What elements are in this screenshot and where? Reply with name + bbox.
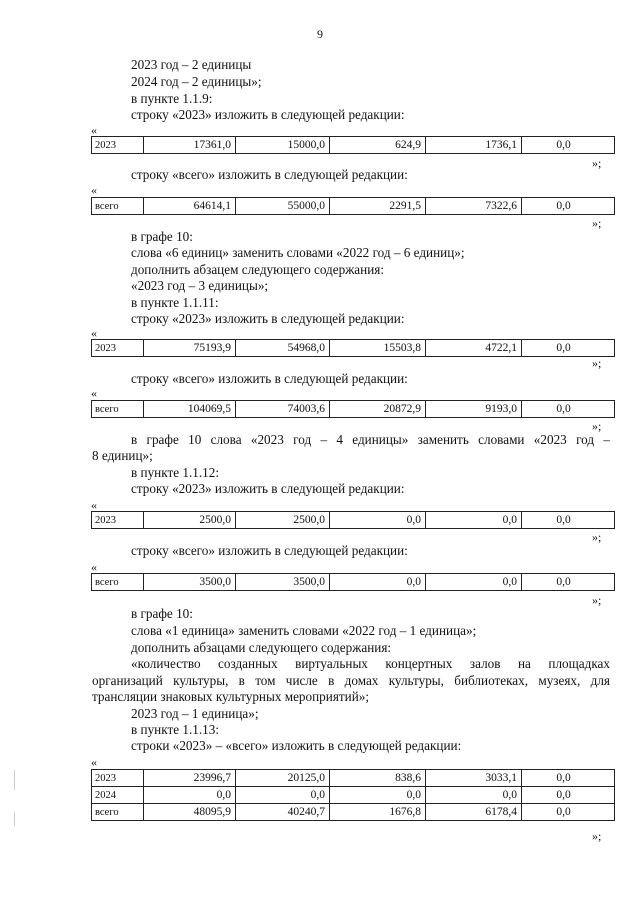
text-line: слова «1 единица» заменить словами «2022 год – 1 единица»; [131, 623, 477, 638]
text-line: дополнить абзацем следующего содержания: [131, 262, 385, 277]
value-cell: 64614,1 [144, 198, 236, 215]
table-row [92, 512, 615, 529]
value-cell: 3500,0 [236, 574, 330, 591]
closing-quote: »; [592, 356, 602, 370]
text-line: в пункте 1.1.12: [131, 465, 220, 480]
value-cell: 0,0 [426, 574, 522, 591]
value-cell: 0,0 [522, 787, 615, 804]
text-line: строку «всего» изложить в следующей редакции: [131, 167, 408, 182]
text-line: в графе 10 слова «2023 год – 4 единицы» заменить словами «2023 год – [131, 432, 610, 447]
value-cell: 0,0 [330, 574, 426, 591]
opening-quote: « [91, 123, 97, 137]
text-line: «2023 год – 3 единицы»; [131, 278, 269, 293]
value-cell: 40240,7 [236, 804, 330, 821]
text-line: организаций культуры, в том числе в домах культуры, библиотеках, музеях, для [92, 673, 610, 688]
table-row [92, 787, 615, 804]
budget-table-7 [91, 769, 615, 821]
budget-table-2 [91, 197, 615, 215]
row-label-cell: 2023 [92, 340, 144, 357]
value-cell: 17361,0 [144, 137, 236, 154]
row-label-cell: всего [92, 804, 144, 821]
text-line: 2024 год – 2 единицы»; [131, 74, 262, 89]
value-cell: 15503,8 [330, 340, 426, 357]
text-line: в графе 10: [131, 229, 193, 244]
value-cell: 104069,5 [144, 401, 236, 418]
value-cell: 624,9 [330, 137, 426, 154]
value-cell: 6178,4 [426, 804, 522, 821]
row-label-cell: всего [92, 574, 144, 591]
text-line: в графе 10: [131, 606, 193, 621]
value-cell: 3033,1 [426, 770, 522, 787]
value-cell: 0,0 [522, 770, 615, 787]
row-label-cell: 2024 [92, 787, 144, 804]
value-cell: 54968,0 [236, 340, 330, 357]
value-cell: 23996,7 [144, 770, 236, 787]
opening-quote: « [91, 755, 97, 769]
value-cell: 2500,0 [236, 512, 330, 529]
scan-margin-mark [14, 812, 15, 826]
table-row [92, 401, 615, 418]
value-cell: 4722,1 [426, 340, 522, 357]
text-line: «количество созданных виртуальных концертных залов на площадках [131, 656, 610, 671]
row-label-cell: всего [92, 198, 144, 215]
value-cell: 0,0 [522, 512, 615, 529]
budget-table-5 [91, 511, 615, 529]
value-cell: 2500,0 [144, 512, 236, 529]
value-cell: 3500,0 [144, 574, 236, 591]
opening-quote: « [91, 498, 97, 512]
opening-quote: « [91, 183, 97, 197]
value-cell: 0,0 [144, 787, 236, 804]
row-label-cell: 2023 [92, 512, 144, 529]
text-line: строку «2023» изложить в следующей редакции: [131, 481, 405, 496]
value-cell: 1676,8 [330, 804, 426, 821]
table-row [92, 137, 615, 154]
closing-quote: »; [592, 530, 602, 544]
text-line: 8 единиц»; [92, 448, 153, 463]
value-cell: 15000,0 [236, 137, 330, 154]
value-cell: 55000,0 [236, 198, 330, 215]
value-cell: 0,0 [236, 787, 330, 804]
budget-table-6 [91, 573, 615, 591]
text-line: строку «2023» изложить в следующей редакции: [131, 311, 405, 326]
opening-quote: « [91, 560, 97, 574]
value-cell: 48095,9 [144, 804, 236, 821]
text-line: трансляции знаковых культурных мероприятий»; [92, 689, 370, 704]
value-cell: 0,0 [522, 804, 615, 821]
text-line: 2023 год – 1 единица»; [131, 706, 259, 721]
value-cell: 2291,5 [330, 198, 426, 215]
text-line: слова «6 единиц» заменить словами «2022 год – 6 единиц»; [131, 245, 465, 260]
closing-quote: »; [592, 156, 602, 170]
value-cell: 0,0 [330, 512, 426, 529]
value-cell: 7322,6 [426, 198, 522, 215]
value-cell: 838,6 [330, 770, 426, 787]
text-line: дополнить абзацами следующего содержания: [131, 640, 392, 655]
text-line: строку «2023» изложить в следующей редакции: [131, 107, 405, 122]
value-cell: 20872,9 [330, 401, 426, 418]
value-cell: 0,0 [522, 401, 615, 418]
text-line: в пункте 1.1.11: [131, 295, 219, 310]
row-label-cell: всего [92, 401, 144, 418]
budget-table-4 [91, 400, 615, 418]
value-cell: 0,0 [330, 787, 426, 804]
opening-quote: « [91, 326, 97, 340]
table-row [92, 804, 615, 821]
closing-quote: »; [592, 216, 602, 230]
table-row [92, 340, 615, 357]
value-cell: 0,0 [426, 512, 522, 529]
text-line: строку «всего» изложить в следующей редакции: [131, 543, 408, 558]
value-cell: 0,0 [522, 137, 615, 154]
value-cell: 0,0 [426, 787, 522, 804]
closing-quote: »; [592, 419, 602, 433]
value-cell: 9193,0 [426, 401, 522, 418]
value-cell: 0,0 [522, 198, 615, 215]
value-cell: 1736,1 [426, 137, 522, 154]
budget-table-1 [91, 136, 615, 154]
opening-quote: « [91, 386, 97, 400]
text-line: строки «2023» – «всего» изложить в следующей редакции: [131, 738, 462, 753]
table-row [92, 574, 615, 591]
value-cell: 20125,0 [236, 770, 330, 787]
value-cell: 0,0 [522, 574, 615, 591]
value-cell: 75193,9 [144, 340, 236, 357]
table-row [92, 198, 615, 215]
text-line: в пункте 1.1.13: [131, 722, 220, 737]
closing-quote: »; [592, 829, 602, 843]
value-cell: 0,0 [522, 340, 615, 357]
table-row [92, 770, 615, 787]
text-line: строку «всего» изложить в следующей редакции: [131, 371, 408, 386]
text-line: 2023 год – 2 единицы [131, 57, 252, 72]
page-number: 9 [317, 27, 323, 41]
text-line: в пункте 1.1.9: [131, 91, 213, 106]
value-cell: 74003,6 [236, 401, 330, 418]
budget-table-3 [91, 339, 615, 357]
row-label-cell: 2023 [92, 770, 144, 787]
scan-margin-mark [14, 770, 15, 790]
row-label-cell: 2023 [92, 137, 144, 154]
closing-quote: »; [592, 593, 602, 607]
